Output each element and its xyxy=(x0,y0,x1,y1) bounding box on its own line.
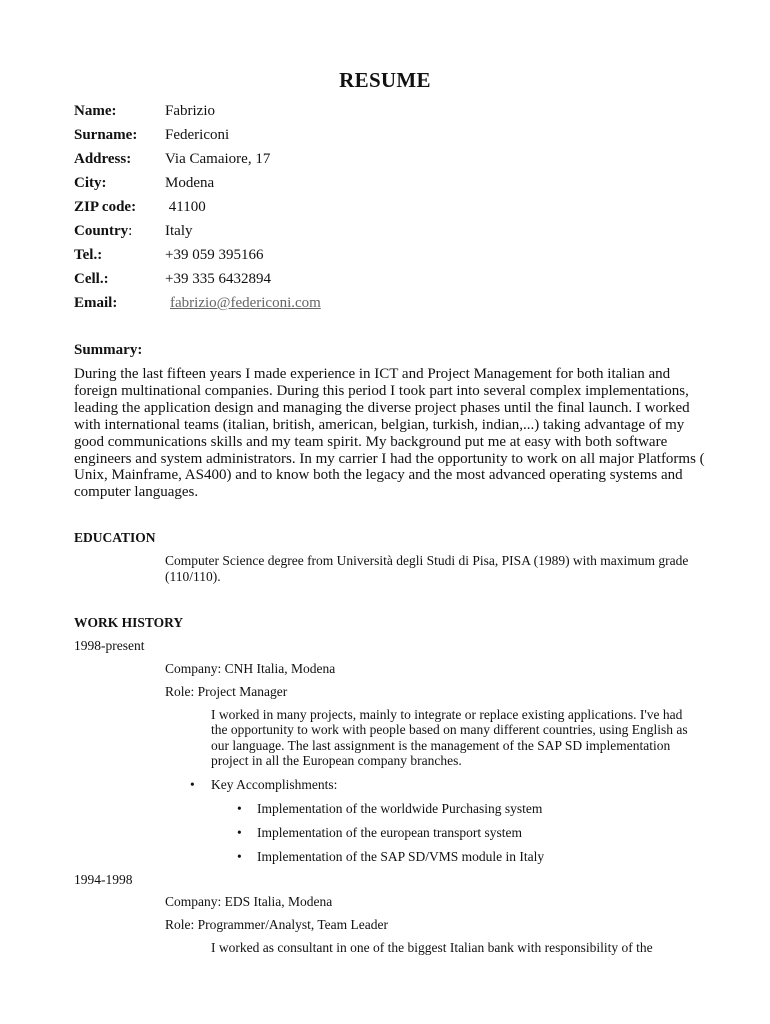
resume-title: RESUME xyxy=(339,68,431,92)
city-value: Modena xyxy=(165,175,215,191)
accomplishment-item: Implementation of the SAP SD/VMS module in Italy xyxy=(257,849,545,864)
job-1-period: 1998-present xyxy=(74,638,145,653)
name-value: Fabrizio xyxy=(165,103,215,119)
country-label xyxy=(74,222,132,240)
work-history-heading: WORK HISTORY xyxy=(74,615,184,630)
accomplishment-item: Implementation of the european transport system xyxy=(257,825,523,840)
email-link[interactable]: fabrizio@federiconi.com xyxy=(170,295,321,311)
bullet-icon: • xyxy=(237,849,242,864)
country-label-colon: : xyxy=(128,223,133,239)
name-label: Name: xyxy=(74,103,117,119)
accomplishment-item: Implementation of the worldwide Purchasing system xyxy=(257,801,543,816)
job-1-role: Role: Project Manager xyxy=(165,684,288,699)
job-1-company: Company: CNH Italia, Modena xyxy=(165,661,336,676)
education-text: Computer Science degree from Università degli Studi di Pisa, PISA (1989) with maximum grade (110/110). xyxy=(165,553,689,584)
surname-label: Surname: xyxy=(74,127,138,143)
email-link-wrap xyxy=(170,294,321,312)
surname-value: Federiconi xyxy=(165,127,230,143)
bullet-icon: • xyxy=(237,825,242,840)
summary-text: During the last fifteen years I made experience in ICT and Project Management for both italian and foreign multinational companies. During this period I took part into several complex implementations, leading the application design and managing the diverse project phases until the final launch. I worked with international teams (italian, british, american, belgian, turkish, indian,...) taking advantage of my good communications skills and my team spirit. My background put me at easy with both software engineers and system administrators. In my carrier I had the opportunity to work on all major Platforms ( Unix, Mainframe, AS400) and to know both the legacy and the most advanced operating systems and computer languages. xyxy=(74,366,705,501)
cell-label: Cell.: xyxy=(74,271,109,287)
address-value: Via Camaiore, 17 xyxy=(165,151,271,167)
email-label: Email: xyxy=(74,295,118,311)
job-2-role: Role: Programmer/Analyst, Team Leader xyxy=(165,917,388,932)
education-heading: EDUCATION xyxy=(74,530,156,545)
bullet-icon: • xyxy=(190,777,195,792)
country-value: Italy xyxy=(165,223,193,239)
job-1-accomplishments-label: Key Accomplishments: xyxy=(211,777,338,792)
job-2-company: Company: EDS Italia, Modena xyxy=(165,894,333,909)
tel-value: +39 059 395166 xyxy=(165,247,264,263)
zip-label: ZIP code: xyxy=(74,199,137,215)
city-label: City: xyxy=(74,175,107,191)
tel-label: Tel.: xyxy=(74,247,103,263)
bullet-icon: • xyxy=(237,801,242,816)
job-1-description: I worked in many projects, mainly to integrate or replace existing applications. I've had the opportunity to work with people based on many different countries, using English as our language. The last assignment is the management of the SAP SD implementation project in all the European company branches. xyxy=(211,707,688,768)
zip-value: 41100 xyxy=(165,199,206,215)
cell-value: +39 335 6432894 xyxy=(165,271,271,287)
country-label-text: Country xyxy=(74,223,129,239)
job-2-period: 1994-1998 xyxy=(74,872,133,887)
job-2-description: I worked as consultant in one of the biggest Italian bank with responsibility of the xyxy=(211,940,653,955)
address-label: Address: xyxy=(74,151,132,167)
summary-heading: Summary: xyxy=(74,342,143,358)
